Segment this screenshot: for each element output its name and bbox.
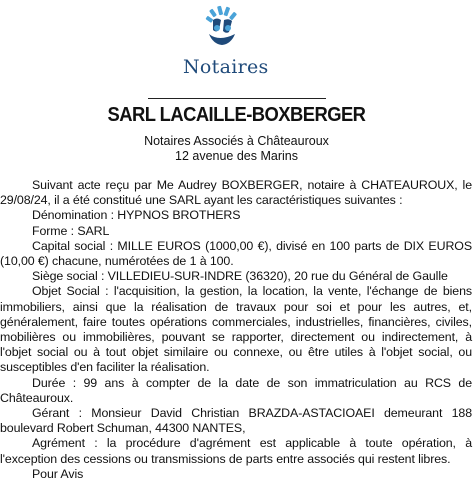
paragraph-forme: Forme : SARL xyxy=(32,223,110,238)
notice-body xyxy=(0,178,472,482)
notaires-emblem-icon xyxy=(197,4,247,56)
logo-wordmark: Notaires xyxy=(183,56,269,78)
header-divider xyxy=(148,98,326,99)
paragraph-capital: Capital social : MILLE EUROS (1000,00 €), divisé en 100 parts de DIX EUROS (10,00 €) chacune, numérotées de 1 à 100. xyxy=(0,238,472,269)
firm-description: Notaires Associés à Châteauroux xyxy=(144,134,329,148)
paragraph-siege: Siège social : VILLEDIEU-SUR-INDRE (36320), 20 rue du Général de Gaulle xyxy=(32,269,448,284)
page-title: SARL LACAILLE-BOXBERGER xyxy=(107,104,366,126)
firm-address: 12 avenue des Marins xyxy=(175,149,298,163)
paragraph-intro: Suivant acte reçu par Me Audrey BOXBERGER, notaire à CHATEAUROUX, le 29/08/24, il a été constitué une SARL ayant les caractéristiques suivantes : xyxy=(0,178,472,208)
paragraph-gerant: Gérant : Monsieur David Christian BRAZDA-ASTACIOAEI demeurant 188 boulevard Robert Schuman, 44300 NANTES, xyxy=(0,406,472,436)
paragraph-denomination: Dénomination : HYPNOS BROTHERS xyxy=(32,208,241,223)
paragraph-duree: Durée : 99 ans à compter de la date de son immatriculation au RCS de Châteauroux. xyxy=(0,375,472,405)
paragraph-agrement: Agrément : la procédure d'agrément est applicable à toute opération, à l'exception des cessions ou transmissions de parts entre associés qui restent libres. xyxy=(0,436,472,466)
notaires-logo xyxy=(183,4,269,82)
paragraph-pour-avis: Pour Avis xyxy=(32,466,84,481)
paragraph-objet: Objet Social : l'acquisition, la gestion, la location, la vente, l'échange de biens immobiliers, ainsi que la réalisation de travaux pour soi et pour les autres, et, généralement, faire toutes opérations commerciales, industrielles, financières, civiles, mobilières ou immobilières, pouvant se rapporter, directement ou indirectement, à l'objet social ou à tout objet similaire ou connexe, ou être utiles à l'objet social, ou susceptibles d'en faciliter la réalisation. xyxy=(0,284,472,375)
